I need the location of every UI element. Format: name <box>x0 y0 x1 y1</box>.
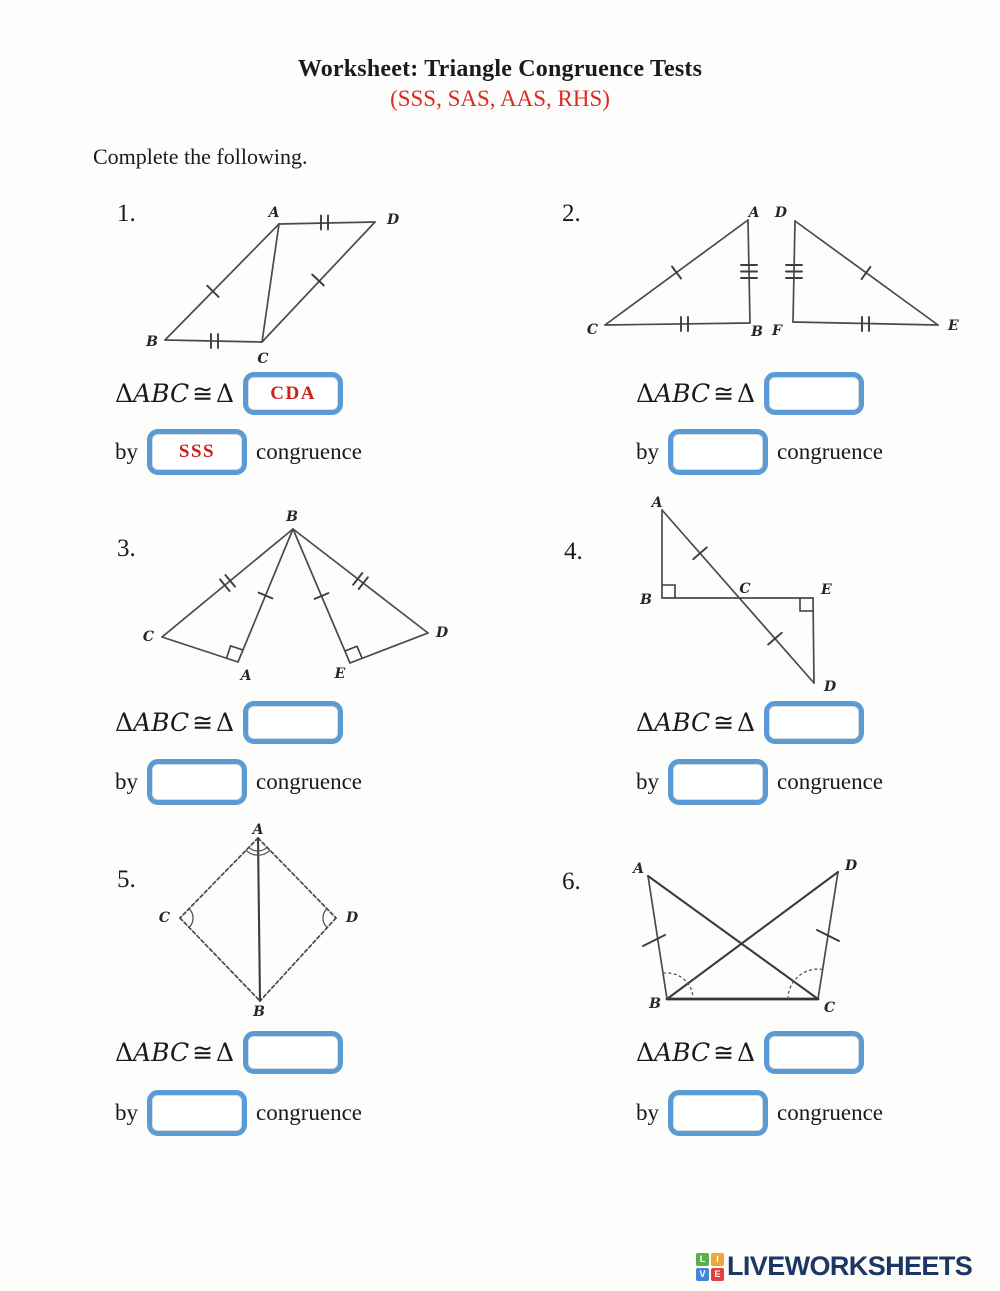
triangle-diagram-4 <box>600 490 840 695</box>
logo-tile-v: V <box>696 1268 709 1281</box>
by-label: by <box>636 769 659 794</box>
by-label: by <box>636 439 659 464</box>
worksheet-title: Worksheet: Triangle Congruence Tests <box>297 56 703 82</box>
vertex-label-d: D <box>387 212 400 228</box>
problem-number-2: 2. <box>562 200 581 227</box>
congruence-statement: ΔABC ≅ Δ <box>636 379 756 408</box>
vertex-label-a: A <box>651 495 663 511</box>
congruence-test-value-1: SSS <box>178 441 216 462</box>
vertex-label-b: B <box>649 996 661 1012</box>
congruence-label: congruence <box>256 439 362 464</box>
vertex-label-d: D <box>436 625 449 641</box>
vertex-label-a: A <box>268 205 280 221</box>
vertex-label-e: E <box>948 318 959 334</box>
triangle-diagram-5 <box>158 822 359 1020</box>
problem-number-1: 1. <box>117 200 136 227</box>
vertex-label-f: F <box>772 323 782 339</box>
congruence-test-input-1[interactable] <box>147 429 247 475</box>
logo-tile-i: I <box>711 1253 724 1266</box>
vertex-label-d: D <box>774 205 788 221</box>
triangle-name-input-1[interactable] <box>243 372 343 415</box>
vertex-label-d: D <box>346 910 359 926</box>
problem-number-6: 6. <box>562 868 581 895</box>
congruence-label: congruence <box>777 1100 883 1125</box>
problem-number-5: 5. <box>117 866 136 893</box>
logo-tile-e: E <box>711 1268 724 1281</box>
problem-number-4: 4. <box>564 538 583 565</box>
logo-tile-l: L <box>696 1253 709 1266</box>
liveworksheets-logo[interactable] <box>696 1251 972 1282</box>
triangle-name-value-1: CDA <box>270 382 316 404</box>
vertex-label-a: A <box>633 861 644 877</box>
vertex-label-b: B <box>640 592 652 608</box>
congruence-test-input-2[interactable] <box>668 429 768 475</box>
congruence-test-input-6[interactable] <box>668 1090 768 1136</box>
congruence-label: congruence <box>777 439 883 464</box>
by-label: by <box>115 439 138 464</box>
congruence-statement: ΔABC ≅ Δ <box>636 1038 756 1067</box>
problem-number-3: 3. <box>117 535 136 562</box>
vertex-label-b: B <box>751 324 763 340</box>
triangle-diagram-3 <box>130 505 450 683</box>
congruence-statement: ΔABC ≅ Δ <box>115 708 235 737</box>
congruence-test-input-4[interactable] <box>668 759 768 805</box>
triangle-diagram-1 <box>133 196 413 368</box>
vertex-label-c: C <box>142 629 154 645</box>
vertex-label-b: B <box>146 334 158 350</box>
congruence-test-input-5[interactable] <box>147 1090 247 1136</box>
vertex-label-c: C <box>586 322 598 338</box>
vertex-label-c: C <box>739 581 751 597</box>
triangle-diagram-2 <box>568 203 963 338</box>
vertex-label-c: C <box>824 1000 836 1016</box>
congruence-statement: ΔABC ≅ Δ <box>636 708 756 737</box>
congruence-label: congruence <box>256 1100 362 1125</box>
congruence-label: congruence <box>256 769 362 794</box>
instruction-text: Complete the following. <box>93 144 308 169</box>
logo-text: LIVEWORKSHEETS <box>727 1251 973 1281</box>
congruence-statement: ΔABC ≅ Δ <box>115 1038 235 1067</box>
vertex-label-d: D <box>845 858 858 874</box>
vertex-label-b: B <box>286 509 298 525</box>
triangle-name-input-2[interactable] <box>764 372 864 415</box>
congruence-test-input-3[interactable] <box>147 759 247 805</box>
triangle-name-input-5[interactable] <box>243 1031 343 1074</box>
triangle-name-input-3[interactable] <box>243 701 343 744</box>
vertex-label-c: C <box>158 910 170 926</box>
congruence-statement: ΔABC ≅ Δ <box>115 379 235 408</box>
congruence-label: congruence <box>777 769 883 794</box>
vertex-label-a: A <box>252 822 264 838</box>
vertex-label-a: A <box>748 205 760 221</box>
vertex-label-b: B <box>253 1004 265 1020</box>
worksheet-subtitle: (SSS, SAS, AAS, RHS) <box>390 86 610 111</box>
vertex-label-e: E <box>821 582 832 598</box>
by-label: by <box>636 1100 659 1125</box>
logo-grid-icon <box>696 1253 724 1281</box>
by-label: by <box>115 769 138 794</box>
by-label: by <box>115 1100 138 1125</box>
triangle-name-input-4[interactable] <box>764 701 864 744</box>
vertex-label-e: E <box>334 666 346 682</box>
triangle-diagram-6 <box>598 856 858 1016</box>
vertex-label-c: C <box>257 351 269 367</box>
triangle-name-input-6[interactable] <box>764 1031 864 1074</box>
vertex-label-d: D <box>824 679 837 695</box>
vertex-label-a: A <box>240 668 252 684</box>
